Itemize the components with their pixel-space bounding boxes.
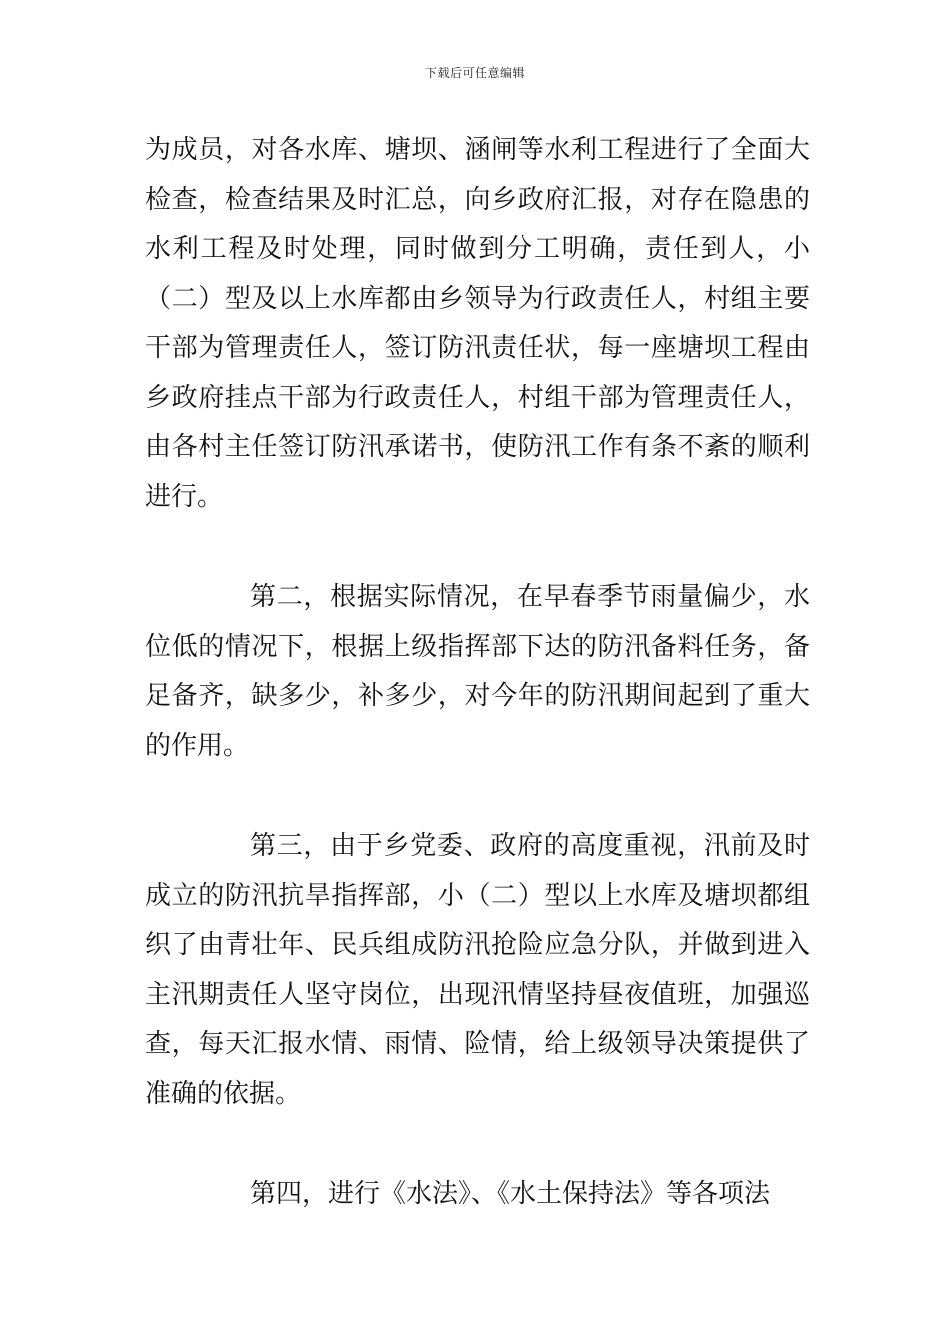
paragraph-gap	[145, 771, 810, 822]
paragraph-continued: 为成员，对各水库、塘坝、涵闸等水利工程进行了全面大检查，检查结果及时汇总，向乡政府汇报，对存在隐患的水利工程及时处理，同时做到分工明确，责任到人，小（二）型及以上水库都由乡领导为行政责任人，村组主要干部为管理责任人，签订防汛责任状，每一座塘坝工程由乡政府挂点干部为行政责任人，村组干部为管理责任人，由各村主任签订防汛承诺书，使防汛工作有条不紊的顺利进行。	[145, 135, 810, 512]
document-body	[145, 126, 810, 1220]
paragraph-third: 第三，由于乡党委、政府的高度重视，汛前及时成立的防汛抗旱指挥部，小（二）型以上水库及塘坝都组织了由青壮年、民兵组成防汛抢险应急分队，并做到进入主汛期责任人坚守岗位，出现汛情坚持昼夜值班，加强巡查，每天汇报水情、雨情、险情，给上级领导决策提供了准确的依据。	[145, 831, 810, 1109]
paragraph-gap	[145, 1119, 810, 1170]
header-note: 下载后可任意编辑	[424, 66, 525, 80]
paragraph-gap	[145, 522, 810, 573]
paragraph-second: 第二，根据实际情况，在早春季节雨量偏少，水位低的情况下，根据上级指挥部下达的防汛备料任务，备足备齐，缺多少，补多少，对今年的防汛期间起到了重大的作用。	[145, 582, 810, 761]
paragraph-fourth: 第四，进行《水法》、《水土保持法》等各项法	[250, 1179, 771, 1209]
